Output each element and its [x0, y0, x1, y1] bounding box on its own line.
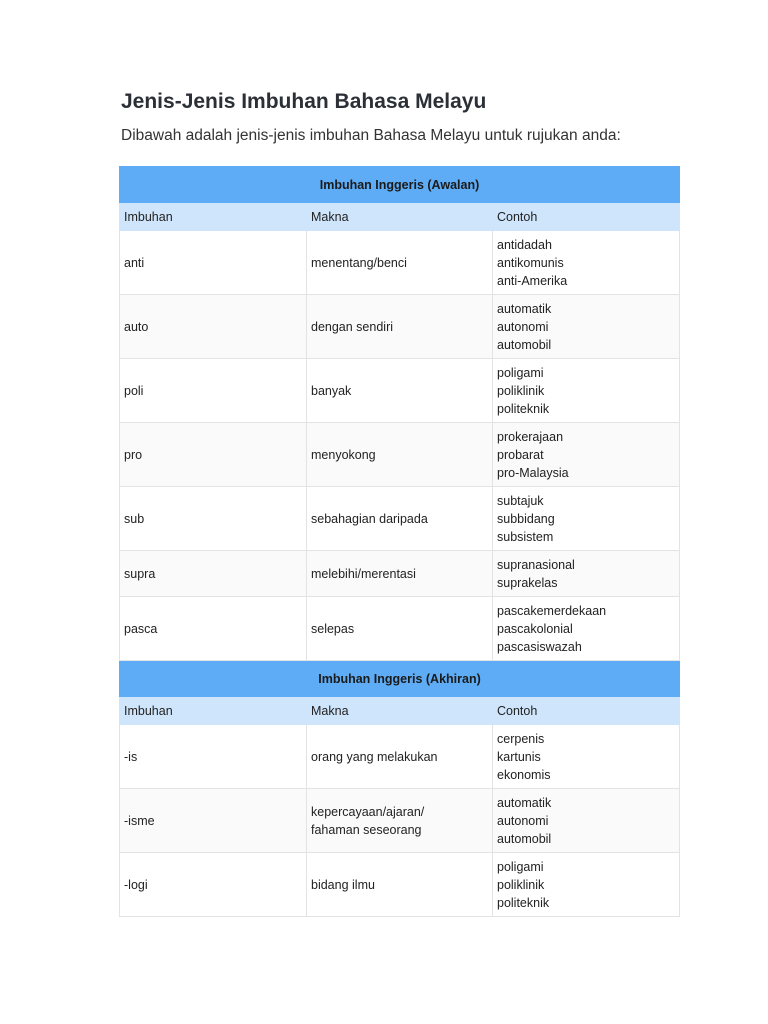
makna-line: menyokong	[311, 447, 376, 462]
section-heading: Imbuhan Inggeris (Awalan)	[120, 167, 680, 203]
contoh-line: kartunis	[497, 749, 541, 764]
contoh-cell	[493, 231, 680, 295]
contoh-line: cerpenis	[497, 731, 545, 746]
contoh-cell	[493, 551, 680, 597]
makna-line: melebihi/merentasi	[311, 566, 416, 581]
makna-line: fahaman seseorang	[311, 822, 422, 837]
section-header-row	[120, 661, 680, 697]
makna-line: dengan sendiri	[311, 319, 394, 334]
imbuhan-cell: pasca	[120, 597, 307, 661]
imbuhan-table	[119, 166, 680, 917]
table-row	[120, 359, 680, 423]
table-row	[120, 551, 680, 597]
makna-cell	[307, 231, 493, 295]
imbuhan-cell: -logi	[120, 853, 307, 917]
makna-line: bidang ilmu	[311, 877, 375, 892]
imbuhan-cell: pro	[120, 423, 307, 487]
makna-line: kepercayaan/ajaran/	[311, 804, 425, 819]
contoh-cell	[493, 853, 680, 917]
contoh-line: antikomunis	[497, 255, 564, 270]
contoh-line: poliklinik	[497, 877, 545, 892]
column-header-makna: Makna	[307, 697, 493, 725]
contoh-line: poligami	[497, 365, 544, 380]
contoh-line: poligami	[497, 859, 544, 874]
contoh-line: subtajuk	[497, 493, 544, 508]
contoh-line: politeknik	[497, 401, 550, 416]
contoh-line: pascakolonial	[497, 621, 573, 636]
column-header-row	[120, 203, 680, 231]
contoh-line: antidadah	[497, 237, 552, 252]
contoh-line: pascasiswazah	[497, 639, 582, 654]
contoh-line: pascakemerdekaan	[497, 603, 607, 618]
contoh-cell	[493, 597, 680, 661]
contoh-cell	[493, 295, 680, 359]
makna-line: selepas	[311, 621, 355, 636]
contoh-cell	[493, 359, 680, 423]
contoh-line: poliklinik	[497, 383, 545, 398]
makna-cell	[307, 295, 493, 359]
contoh-line: subsistem	[497, 529, 554, 544]
makna-cell	[307, 487, 493, 551]
table-body	[120, 167, 680, 917]
table-row	[120, 789, 680, 853]
imbuhan-cell: -is	[120, 725, 307, 789]
column-header-makna: Makna	[307, 203, 493, 231]
section-header-row	[120, 167, 680, 203]
makna-cell	[307, 725, 493, 789]
makna-line: orang yang melakukan	[311, 749, 438, 764]
table-row	[120, 423, 680, 487]
contoh-line: automobil	[497, 831, 552, 846]
makna-line: menentang/benci	[311, 255, 407, 270]
contoh-line: subbidang	[497, 511, 555, 526]
section-heading: Imbuhan Inggeris (Akhiran)	[120, 661, 680, 697]
makna-line: sebahagian daripada	[311, 511, 428, 526]
makna-cell	[307, 597, 493, 661]
table-row	[120, 597, 680, 661]
makna-cell	[307, 551, 493, 597]
contoh-cell	[493, 487, 680, 551]
contoh-line: automatik	[497, 795, 552, 810]
contoh-line: probarat	[497, 447, 544, 462]
table-row	[120, 295, 680, 359]
table-row	[120, 725, 680, 789]
table-row	[120, 853, 680, 917]
column-header-contoh: Contoh	[493, 203, 680, 231]
contoh-line: supranasional	[497, 557, 575, 572]
contoh-line: automobil	[497, 337, 552, 352]
contoh-line: automatik	[497, 301, 552, 316]
contoh-cell	[493, 789, 680, 853]
column-header-imbuhan: Imbuhan	[120, 203, 307, 231]
column-header-row	[120, 697, 680, 725]
table-row	[120, 487, 680, 551]
contoh-cell	[493, 725, 680, 789]
makna-cell	[307, 359, 493, 423]
imbuhan-cell: -isme	[120, 789, 307, 853]
contoh-line: anti-Amerika	[497, 273, 568, 288]
makna-cell	[307, 853, 493, 917]
imbuhan-cell: supra	[120, 551, 307, 597]
contoh-line: politeknik	[497, 895, 550, 910]
contoh-cell	[493, 423, 680, 487]
intro-text: Dibawah adalah jenis-jenis imbuhan Bahasa Melayu untuk rujukan anda:	[121, 127, 621, 144]
contoh-line: autonomi	[497, 813, 549, 828]
contoh-line: ekonomis	[497, 767, 551, 782]
table-row	[120, 231, 680, 295]
contoh-line: autonomi	[497, 319, 549, 334]
imbuhan-cell: poli	[120, 359, 307, 423]
contoh-line: pro-Malaysia	[497, 465, 569, 480]
makna-cell	[307, 423, 493, 487]
page-title: Jenis-Jenis Imbuhan Bahasa Melayu	[121, 90, 487, 113]
imbuhan-cell: auto	[120, 295, 307, 359]
column-header-contoh: Contoh	[493, 697, 680, 725]
column-header-imbuhan: Imbuhan	[120, 697, 307, 725]
imbuhan-cell: anti	[120, 231, 307, 295]
makna-line: banyak	[311, 383, 352, 398]
imbuhan-cell: sub	[120, 487, 307, 551]
contoh-line: prokerajaan	[497, 429, 564, 444]
makna-cell	[307, 789, 493, 853]
contoh-line: suprakelas	[497, 575, 558, 590]
